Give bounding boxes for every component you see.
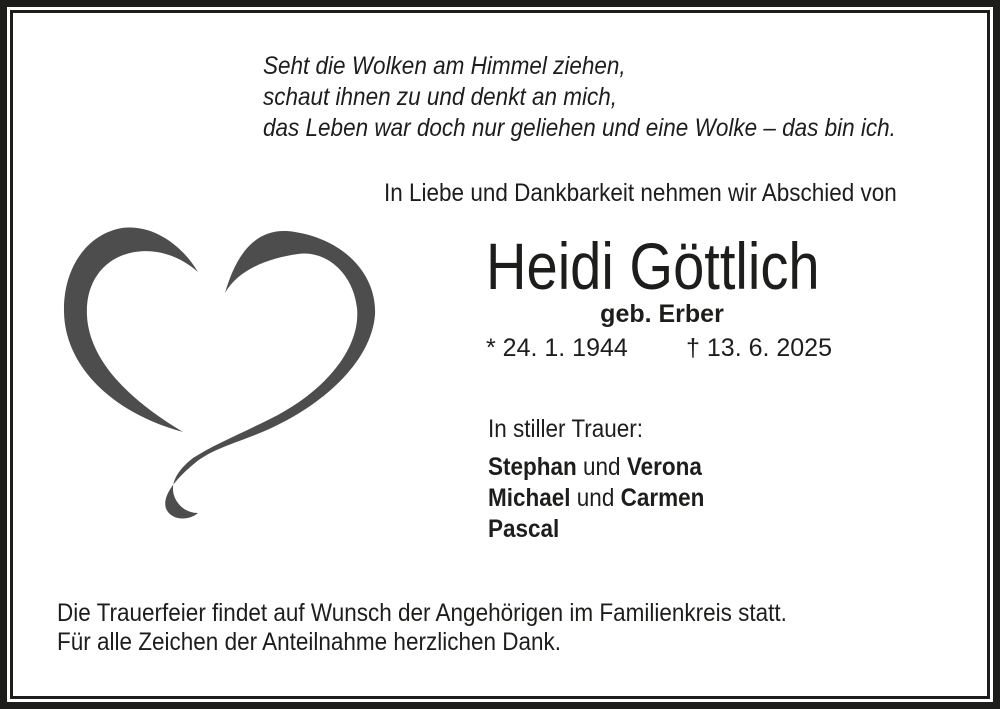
mourners-section <box>488 414 704 545</box>
funeral-info-line: Die Trauerfeier findet auf Wunsch der Angehörigen im Familienkreis statt. <box>57 599 787 627</box>
funeral-info-line: Für alle Zeichen der Anteilnahme herzlichen Dank. <box>57 628 562 656</box>
mourners-row: Michael und Carmen <box>488 484 705 512</box>
deceased-name: Heidi Göttlich <box>486 229 820 303</box>
life-dates <box>486 334 832 363</box>
deceased-birth-name: geb. Erber <box>600 300 724 328</box>
heart-left-lobe <box>64 227 198 432</box>
mourners-list <box>488 452 704 545</box>
memorial-poem <box>263 51 896 144</box>
birth-date: * 24. 1. 1944 <box>486 334 628 362</box>
mourners-label: In stiller Trauer: <box>488 415 644 443</box>
heart-right-lobe-and-tail <box>165 231 375 518</box>
death-date: † 13. 6. 2025 <box>686 334 832 362</box>
mourners-row: Pascal <box>488 515 560 543</box>
funeral-information <box>57 599 787 657</box>
poem-line: schaut ihnen zu und denkt an mich, <box>263 83 617 111</box>
farewell-intro-line: In Liebe und Dankbarkeit nehmen wir Abschied von <box>384 179 897 207</box>
poem-line: das Leben war doch nur geliehen und eine Wolke – das bin ich. <box>263 114 896 142</box>
heart-icon <box>55 220 395 525</box>
mourners-row: Stephan und Verona <box>488 453 702 481</box>
poem-line: Seht die Wolken am Himmel ziehen, <box>263 52 626 80</box>
